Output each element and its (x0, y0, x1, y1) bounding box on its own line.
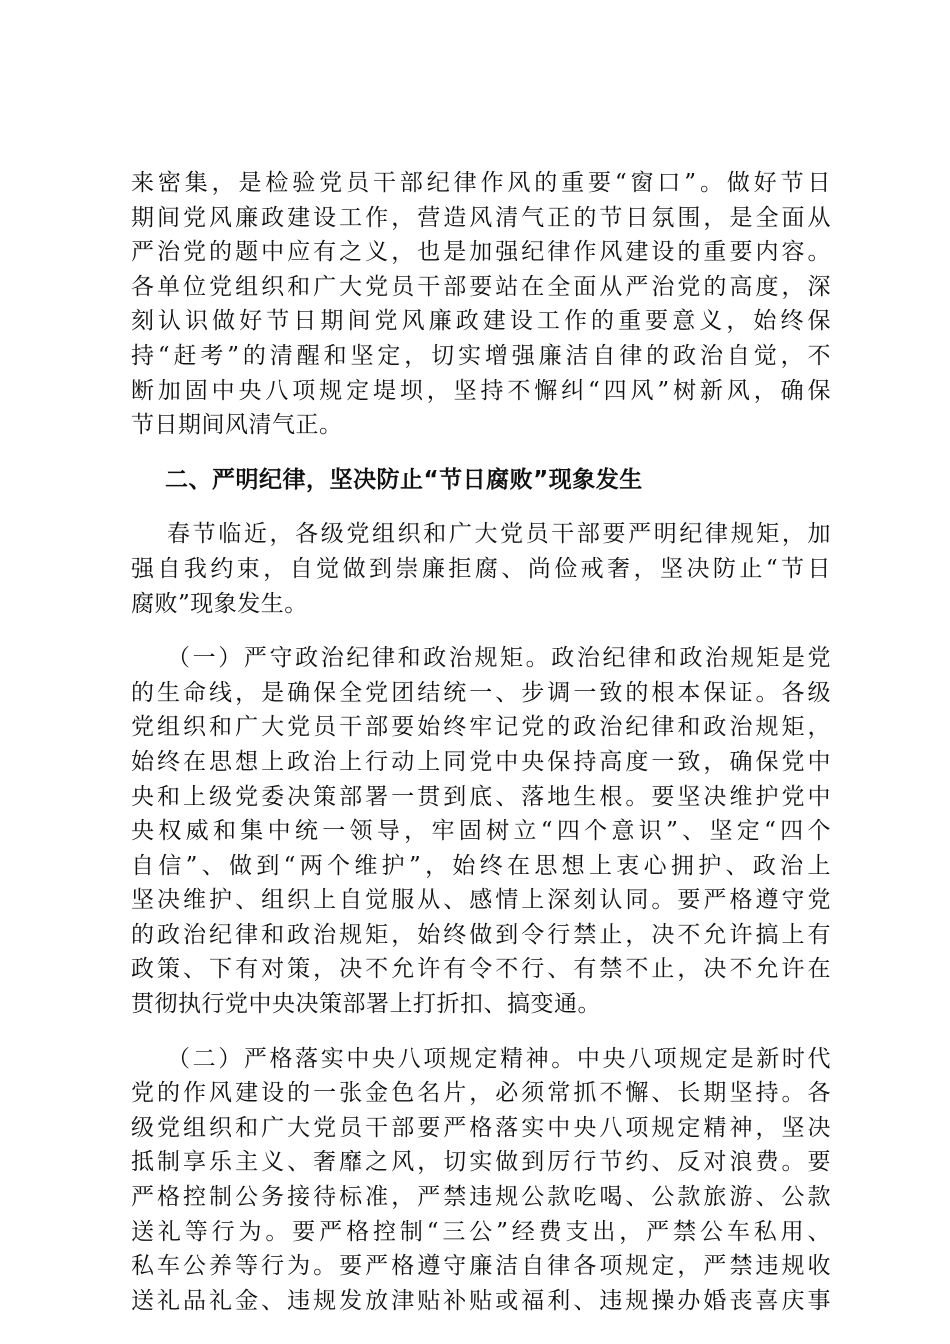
document-body (131, 166, 831, 1318)
paragraph-spacer (131, 497, 831, 517)
text-line: 持“赶考”的清醒和坚定，切实增强廉洁自律的政治自觉，不 (131, 342, 831, 369)
text-line: 级党组织和广大党员干部要严格落实中央八项规定精神，坚决 (131, 1114, 831, 1141)
text-line: 抵制享乐主义、奢靡之风，切实做到厉行节约、反对浪费。要 (131, 1149, 831, 1176)
text-line: 腐败”现象发生。 (131, 590, 308, 617)
text-line: 刻认识做好节日期间党风廉政建设工作的重要意义，始终保 (131, 308, 831, 335)
text-line: 节日期间风清气正。 (131, 412, 343, 439)
text-line: 政策、下有对策，决不允许有令不行、有禁不止，决不允许在 (131, 956, 831, 983)
text-line: 央和上级党委决策部署一贯到底、落地生根。要坚决维护党中 (131, 783, 831, 810)
paragraph-spacer (131, 443, 831, 463)
text-line: 坚决维护、组织上自觉服从、感情上深刻认同。要严格遵守党 (131, 887, 831, 914)
text-line: 各单位党组织和广大党员干部要站在全面从严治党的高度，深 (131, 273, 831, 300)
text-line: 春节临近，各级党组织和广大党员干部要严明纪律规矩，加 (167, 521, 831, 548)
text-line: 的生命线，是确保全党团结统一、步调一致的根本保证。各级 (131, 679, 831, 706)
paragraph-spacer (131, 621, 831, 641)
paragraph-3 (131, 641, 831, 1022)
text-line: 贯彻执行党中央决策部署上打折扣、搞变通。 (131, 991, 601, 1018)
text-line: 断加固中央八项规定堤坝，坚持不懈纠“四风”树新风，确保 (131, 377, 831, 404)
text-line: （一）严守政治纪律和政治规矩。政治纪律和政治规矩是党 (167, 645, 831, 672)
text-line: 期间党风廉政建设工作，营造风清气正的节日氛围，是全面从 (131, 204, 831, 231)
paragraph-2 (131, 517, 831, 621)
text-line: 的政治纪律和政治规矩，始终做到令行禁止，决不允许搞上有 (131, 921, 831, 948)
text-line: 央权威和集中统一领导，牢固树立“四个意识”、坚定“四个 (131, 818, 831, 845)
paragraph-spacer (131, 1022, 831, 1042)
text-line: 严格控制公务接待标准，严禁违规公款吃喝、公款旅游、公款 (131, 1184, 831, 1211)
text-line: 党组织和广大党员干部要始终牢记党的政治纪律和政治规矩， (131, 714, 831, 741)
text-line: 送礼等行为。要严格控制“三公”经费支出，严禁公车私用、 (131, 1218, 831, 1245)
text-line: 始终在思想上政治上行动上同党中央保持高度一致，确保党中 (131, 748, 831, 775)
text-line: 强自我约束，自觉做到崇廉拒腐、尚俭戒奢，坚决防止“节日 (131, 555, 831, 582)
text-line: 私车公养等行为。要严格遵守廉洁自律各项规定，严禁违规收 (131, 1253, 831, 1280)
text-line: 严治党的题中应有之义，也是加强纪律作风建设的重要内容。 (131, 239, 831, 266)
text-line: 自信”、做到“两个维护”，始终在思想上衷心拥护、政治上 (131, 852, 831, 879)
section-heading: 二、严明纪律，坚决防止“节日腐败”现象发生 (165, 466, 643, 493)
text-line: 来密集，是检验党员干部纪律作风的重要“窗口”。做好节日 (131, 170, 831, 196)
text-line: 送礼品礼金、违规发放津贴补贴或福利、违规操办婚丧喜庆事 (131, 1287, 831, 1314)
paragraph-1 (131, 166, 831, 443)
paragraph-4 (131, 1042, 831, 1319)
text-line: （二）严格落实中央八项规定精神。中央八项规定是新时代 (167, 1045, 831, 1072)
text-line: 党的作风建设的一张金色名片，必须常抓不懈、长期坚持。各 (131, 1080, 831, 1107)
